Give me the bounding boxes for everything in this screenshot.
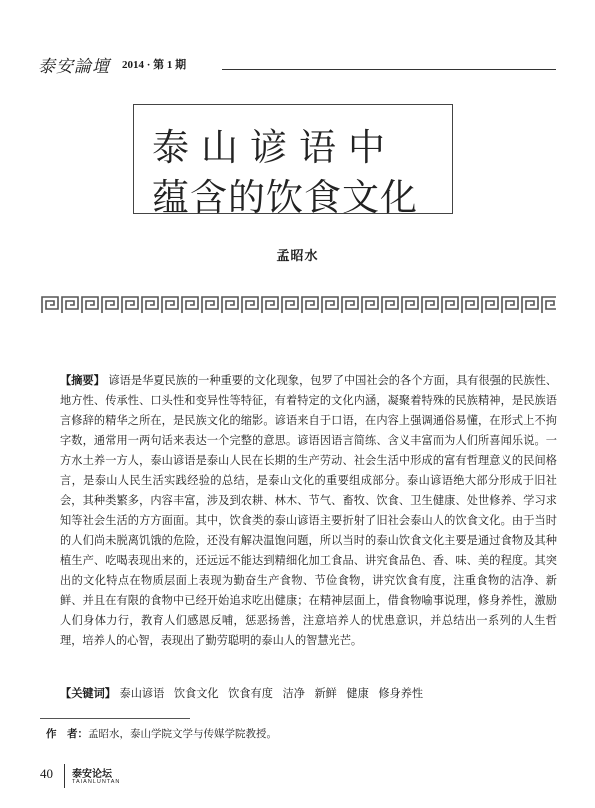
header-rule <box>222 69 556 70</box>
keyword-item: 饮食有度 <box>228 687 273 700</box>
author-footnote-text: 孟昭水，泰山学院文学与传媒学院教授。 <box>88 728 277 740</box>
article-title-line-2: 蕴含的饮食文化 <box>152 176 418 219</box>
keyword-item: 健康 <box>346 687 369 700</box>
author-footnote-label: 作 者： <box>46 728 88 740</box>
keyword-item: 饮食文化 <box>173 687 219 700</box>
author-footnote <box>46 726 277 741</box>
keyword-item: 修身养性 <box>378 687 424 700</box>
footnote-rule <box>40 718 190 719</box>
keyword-item: 泰山谚语 <box>119 687 165 700</box>
title-box <box>133 104 453 219</box>
footer-divider <box>64 764 65 788</box>
keyword-item: 洁净 <box>282 687 305 700</box>
keywords <box>60 683 557 704</box>
page-footer <box>40 764 240 794</box>
decorative-meander-border <box>40 295 556 315</box>
keyword-item: 新鲜 <box>314 687 337 700</box>
abstract-label: 【摘要】 <box>60 373 105 387</box>
abstract <box>60 370 557 651</box>
keywords-label: 【关键词】 <box>60 686 116 700</box>
abstract-text: 谚语是华夏民族的一种重要的文化现象，包罗了中国社会的各个方面，具有很强的民族性、地方性、传承性、口头性和变异性等特征，有着特定的文化内涵，凝聚着特殊的民族精神，是民族语言修辞的精华之所在，是民族文化的缩影。谚语来自于口语，在内容上强调通俗易懂，在形式上不拘字数，通常用一两句话来表达一个完整的意思。谚语因语言简练、含义丰富而为人们所喜闻乐说。一方水土养一方人，泰山谚语是泰山人民在长期的生产劳动、社会生活中形成的富有哲理意义的民间格言，是泰山人民生活实践经验的总结，是泰山文化的重要组成部分。泰山谚语绝大部分形成于旧社会，其种类繁多，内容丰富，涉及到农耕、林木、节气、畜牧、饮食、卫生健康、处世修养、学习求知等社会生活的方方面面。其中，饮食类的泰山谚语主要折射了旧社会泰山人的饮食文化。由于当时的人们尚未脱离饥饿的危险，还没有解决温饱问题，所以当时的泰山饮食文化主要是通过食物及其种植生产、吃喝表现出来的，还远远不能达到精细化加工食品、讲究食品色、香、味、美的程度。其突出的文化特点在物质层面上表现为勤奋生产食物、节俭食物，讲究饮食有度，注重食物的洁净、新鲜、并且在有限的食物中已经开始追求吃出健康；在精神层面上，借食物喻事说理，修身养性，激励人们身体力行，教育人们感恩反哺，惩恶扬善，注意培养人的忧患意识，并总结出一系列的人生哲理，培养人的心智，表现出了勤劳聪明的泰山人的智慧光芒。 <box>60 374 557 647</box>
running-header <box>36 48 556 77</box>
page-number: 40 <box>40 766 53 781</box>
issue-number: 2014 · 第 1 期 <box>122 59 187 71</box>
footer-journal-name: 泰安论坛 <box>72 769 112 780</box>
journal-name: 泰安論壇 <box>38 57 110 77</box>
article-title-line-1: 泰山谚语中 <box>152 126 397 169</box>
article-author: 孟昭水 <box>276 249 319 264</box>
footer-journal-name-latin: TAIANLUNTAN <box>72 779 121 785</box>
